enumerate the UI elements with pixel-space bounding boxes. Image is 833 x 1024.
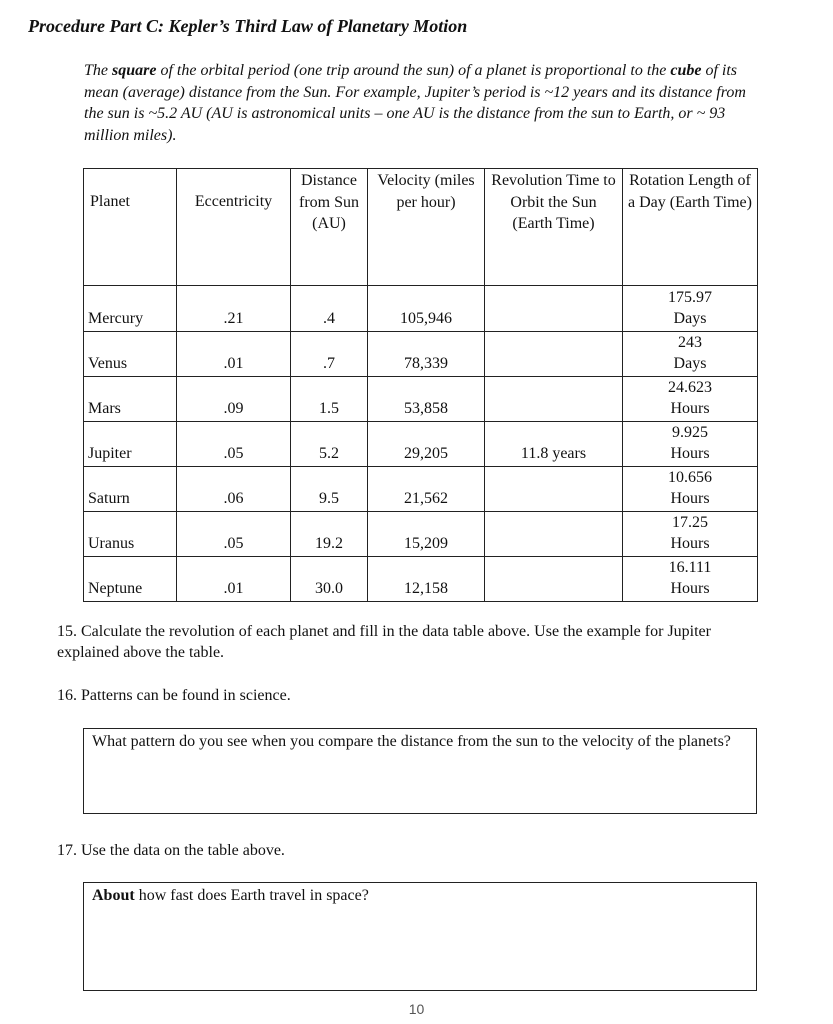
eccentricity-value: .06 <box>177 467 291 512</box>
rotation-cell <box>623 422 758 467</box>
planet-data-table <box>83 168 758 602</box>
header-distance: Distance from Sun (AU) <box>291 169 368 286</box>
table-row <box>84 422 758 467</box>
question-16-text: Patterns can be found in science. <box>81 687 291 704</box>
distance-value: 30.0 <box>291 557 368 602</box>
table-row <box>84 467 758 512</box>
distance-value: 9.5 <box>291 467 368 512</box>
eccentricity-value: .01 <box>177 557 291 602</box>
distance-value: 5.2 <box>291 422 368 467</box>
intro-text-2: of the orbital period (one trip around the sun) of a planet is proportional to the <box>156 62 671 79</box>
intro-text-3: of its mean (average) distance from the Sun. For example, Jupiter’s period is ~12 years and its distance from the sun is ~5.2 AU (AU is astronomical units – one AU is the distance from the sun to Earth, or ~ 93 million miles). <box>84 62 746 144</box>
intro-text-1: The <box>84 62 112 79</box>
revolution-cell[interactable] <box>485 467 623 512</box>
answer-box-17-prompt: how fast does Earth travel in space? <box>134 887 369 904</box>
eccentricity-value: .05 <box>177 422 291 467</box>
distance-value: .4 <box>291 286 368 332</box>
planet-name: Neptune <box>84 557 177 602</box>
revolution-cell[interactable]: 11.8 years <box>485 422 623 467</box>
rotation-value: 17.25 <box>672 514 708 531</box>
rotation-unit: Days <box>673 355 707 372</box>
intro-bold-square: square <box>112 62 157 79</box>
table-row <box>84 332 758 377</box>
answer-box-17[interactable] <box>83 882 757 991</box>
header-revolution: Revolution Time to Orbit the Sun (Earth Time) <box>485 169 623 286</box>
revolution-cell[interactable] <box>485 512 623 557</box>
header-eccentricity: Eccentricity <box>177 169 291 286</box>
rotation-cell <box>623 512 758 557</box>
table-header-row <box>84 169 758 286</box>
table-row <box>84 557 758 602</box>
table-row <box>84 286 758 332</box>
page-number: 10 <box>408 1001 425 1017</box>
question-17 <box>57 840 757 861</box>
eccentricity-value: .01 <box>177 332 291 377</box>
header-velocity: Velocity (miles per hour) <box>368 169 485 286</box>
revolution-cell[interactable] <box>485 286 623 332</box>
distance-value: 19.2 <box>291 512 368 557</box>
question-16 <box>57 685 757 706</box>
rotation-value: 9.925 <box>672 424 708 441</box>
eccentricity-value: .05 <box>177 512 291 557</box>
section-title: Procedure Part C: Kepler’s Third Law of Planetary Motion <box>28 16 468 36</box>
revolution-cell[interactable] <box>485 332 623 377</box>
rotation-unit: Hours <box>670 535 710 552</box>
velocity-value: 21,562 <box>368 467 485 512</box>
question-17-text: Use the data on the table above. <box>81 842 285 859</box>
planet-name: Venus <box>84 332 177 377</box>
velocity-value: 53,858 <box>368 377 485 422</box>
velocity-value: 12,158 <box>368 557 485 602</box>
planet-name: Mercury <box>84 286 177 332</box>
rotation-value: 24.623 <box>668 379 712 396</box>
eccentricity-value: .09 <box>177 377 291 422</box>
velocity-value: 105,946 <box>368 286 485 332</box>
distance-value: .7 <box>291 332 368 377</box>
question-15-text: Calculate the revolution of each planet and fill in the data table above. Use the example for Jupiter explained above the table. <box>57 623 711 661</box>
revolution-cell[interactable] <box>485 377 623 422</box>
rotation-value: 16.111 <box>668 559 712 576</box>
question-16-number: 16. <box>57 687 77 704</box>
rotation-unit: Days <box>673 310 707 327</box>
revolution-cell[interactable] <box>485 557 623 602</box>
intro-paragraph <box>84 60 764 146</box>
rotation-unit: Hours <box>670 400 710 417</box>
rotation-value: 243 <box>678 334 702 351</box>
rotation-cell <box>623 467 758 512</box>
planet-name: Saturn <box>84 467 177 512</box>
velocity-value: 15,209 <box>368 512 485 557</box>
answer-box-16-prompt: What pattern do you see when you compare the distance from the sun to the velocity of the planets? <box>92 733 731 750</box>
rotation-value: 10.656 <box>668 469 712 486</box>
intro-bold-cube: cube <box>670 62 702 79</box>
planet-name: Uranus <box>84 512 177 557</box>
table-row <box>84 512 758 557</box>
rotation-cell <box>623 557 758 602</box>
planet-name: Mars <box>84 377 177 422</box>
rotation-unit: Hours <box>670 580 710 597</box>
velocity-value: 78,339 <box>368 332 485 377</box>
header-rotation: Rotation Length of a Day (Earth Time) <box>623 169 758 286</box>
rotation-unit: Hours <box>670 490 710 507</box>
question-15-number: 15. <box>57 623 77 640</box>
question-15 <box>57 621 757 663</box>
eccentricity-value: .21 <box>177 286 291 332</box>
rotation-cell <box>623 377 758 422</box>
rotation-value: 175.97 <box>668 289 712 306</box>
planet-name: Jupiter <box>84 422 177 467</box>
velocity-value: 29,205 <box>368 422 485 467</box>
answer-box-16[interactable] <box>83 728 757 814</box>
question-17-number: 17. <box>57 842 77 859</box>
rotation-unit: Hours <box>670 445 710 462</box>
distance-value: 1.5 <box>291 377 368 422</box>
header-planet: Planet <box>84 169 177 286</box>
rotation-cell <box>623 286 758 332</box>
table-row <box>84 377 758 422</box>
answer-box-17-bold: About <box>92 887 135 904</box>
rotation-cell <box>623 332 758 377</box>
